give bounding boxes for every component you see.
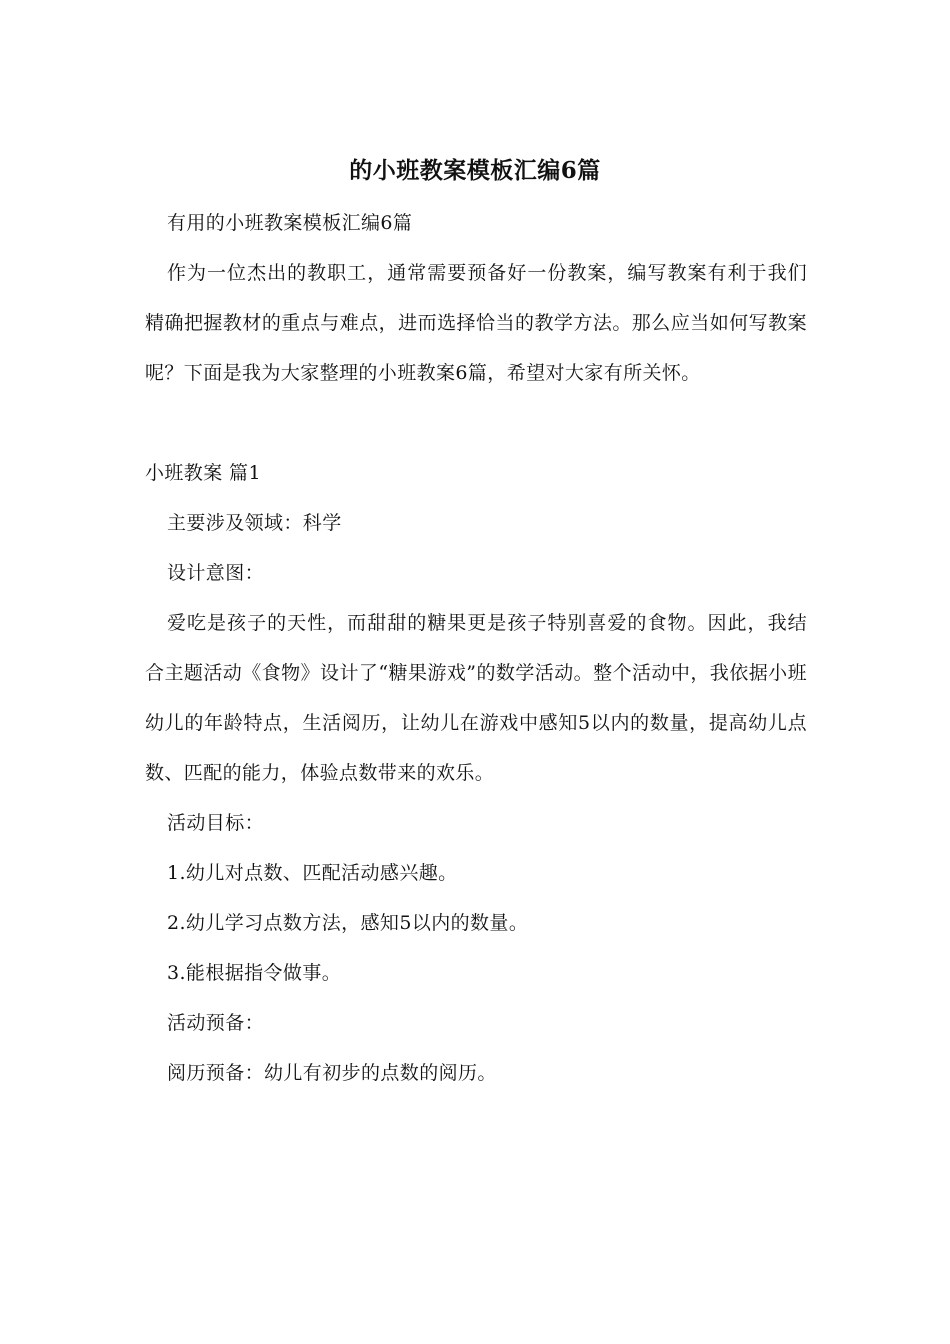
intro-paragraph: 作为一位杰出的教职工，通常需要预备好一份教案，编写教案有利于我们精确把握教材的重点与难点，进而选择恰当的教学方法。那么应当如何写教案呢？下面是我为大家整理的小班教案6篇，希望对大家有所关怀。: [145, 262, 807, 384]
goal-item: 2.幼儿学习点数方法，感知5以内的数量。: [167, 912, 529, 934]
goal-item: 3.能根据指令做事。: [167, 962, 342, 984]
document-body: [145, 198, 807, 1098]
section-heading: 小班教案 篇1: [145, 462, 261, 484]
goals-label: 活动目标：: [167, 812, 265, 834]
design-label: 设计意图：: [167, 562, 265, 584]
domain-line: 主要涉及领域：科学: [167, 512, 342, 534]
prep-label: 活动预备：: [167, 1012, 265, 1034]
design-paragraph: 爱吃是孩子的天性，而甜甜的糖果更是孩子特别喜爱的食物。因此，我结合主题活动《食物》设计了“糖果游戏”的数学活动。整个活动中，我依据小班幼儿的年龄特点，生活阅历，让幼儿在游戏中感知5以内的数量，提高幼儿点数、匹配的能力，体验点数带来的欢乐。: [145, 612, 807, 784]
paragraph-gap: [145, 398, 807, 448]
prep-paragraph: 阅历预备：幼儿有初步的点数的阅历。: [167, 1062, 497, 1084]
goal-item: 1.幼儿对点数、匹配活动感兴趣。: [167, 862, 458, 884]
document-title: 的小班教案模板汇编6篇: [349, 157, 601, 184]
subtitle-line: 有用的小班教案模板汇编6篇: [167, 212, 413, 234]
